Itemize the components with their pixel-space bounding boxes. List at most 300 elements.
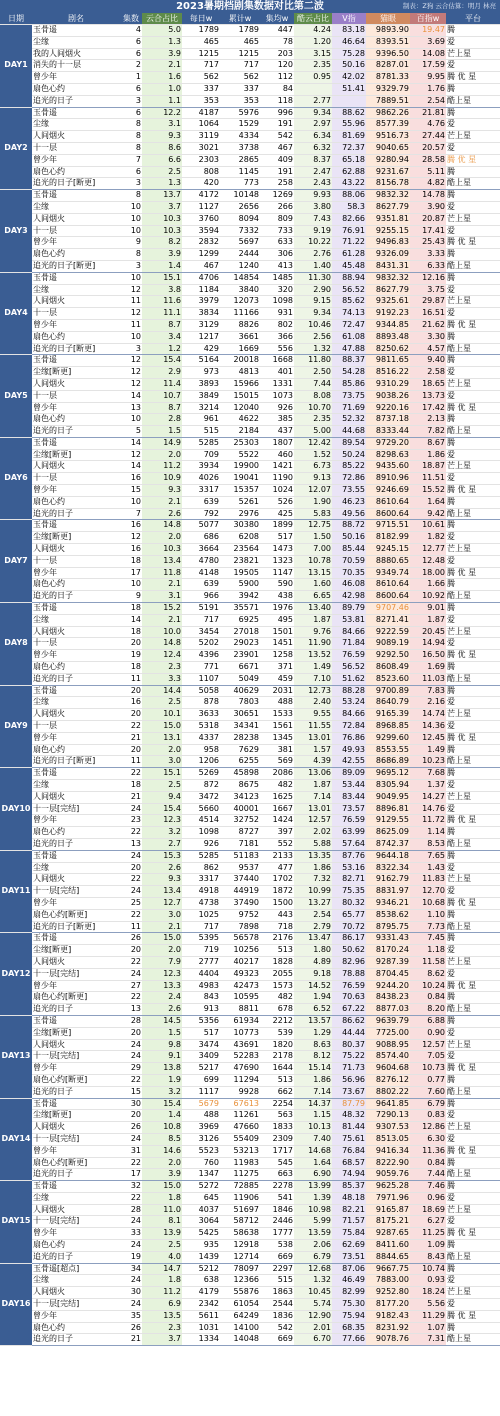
- total-views-cell: 67613: [220, 1098, 260, 1110]
- total-views-cell: 19900: [220, 461, 260, 473]
- platform-cell: 爱: [446, 614, 500, 626]
- yunhe-share-cell: 13.7: [142, 190, 182, 202]
- daily-views-cell: 808: [182, 166, 220, 178]
- v-index-cell: 72.37: [332, 142, 366, 154]
- platform-cell: 爱: [446, 555, 500, 567]
- baidu-index-cell: 1.09: [410, 1240, 446, 1252]
- kuyun-share-cell: 7.43: [294, 213, 332, 225]
- episodes-cell: 7: [120, 508, 142, 520]
- avg-views-cell: 482: [260, 780, 294, 792]
- episodes-cell: 22: [120, 874, 142, 886]
- yunhe-share-cell: 3.9: [142, 48, 182, 60]
- avg-views-cell: 663: [260, 1169, 294, 1181]
- total-views-cell: 40001: [220, 803, 260, 815]
- table-row: [0, 697, 500, 709]
- platform-cell: 酷上星: [446, 838, 500, 850]
- v-index-cell: 71.69: [332, 402, 366, 414]
- platform-cell: 腾: [446, 685, 500, 697]
- avg-views-cell: 2544: [260, 1299, 294, 1311]
- drama-name-cell: 十一层: [32, 390, 120, 402]
- baidu-index-cell: 1.14: [410, 827, 446, 839]
- kuyun-share-cell: 2.90: [294, 284, 332, 296]
- avg-views-cell: 733: [260, 225, 294, 237]
- daily-views-cell: 3409: [182, 1051, 220, 1063]
- kuyun-share-cell: 12.68: [294, 1263, 332, 1275]
- kuyun-share-cell: 4.39: [294, 756, 332, 768]
- v-index-cell: 56.52: [332, 284, 366, 296]
- v-index-cell: 87.79: [332, 1098, 366, 1110]
- maoyan-cell: 8893.48: [366, 331, 410, 343]
- table-row: [0, 319, 500, 331]
- maoyan-cell: 8513.05: [366, 1133, 410, 1145]
- platform-cell: 爱: [446, 308, 500, 320]
- maoyan-cell: 7290.13: [366, 1110, 410, 1122]
- table-row: [0, 1216, 500, 1228]
- kuyun-share-cell: 13.01: [294, 803, 332, 815]
- v-index-cell: 50.16: [332, 60, 366, 72]
- kuyun-share-cell: 8.08: [294, 390, 332, 402]
- table-row: [0, 897, 500, 909]
- yunhe-share-cell: 11.8: [142, 567, 182, 579]
- baidu-index-cell: 27.44: [410, 131, 446, 143]
- total-views-cell: 12073: [220, 296, 260, 308]
- header-yunhe: 云合占比: [142, 13, 182, 25]
- baidu-index-cell: 7.45: [410, 933, 446, 945]
- baidu-index-cell: 4.82: [410, 178, 446, 190]
- day-label: DAY10: [0, 768, 32, 851]
- table-row: [0, 1322, 500, 1334]
- platform-cell: 爱: [446, 968, 500, 980]
- maoyan-cell: 8156.78: [366, 178, 410, 190]
- daily-views-cell: 4396: [182, 650, 220, 662]
- total-views-cell: 30651: [220, 709, 260, 721]
- drama-name-cell: 曾少年: [32, 1063, 120, 1075]
- yunhe-share-cell: 4.0: [142, 1251, 182, 1263]
- total-views-cell: 51183: [220, 850, 260, 862]
- platform-cell: 爱: [446, 449, 500, 461]
- avg-views-cell: 2133: [260, 850, 294, 862]
- v-index-cell: 48.18: [332, 1192, 366, 1204]
- kuyun-share-cell: 2.02: [294, 827, 332, 839]
- v-index-cell: 49.56: [332, 508, 366, 520]
- v-index-cell: 88.06: [332, 190, 366, 202]
- daily-views-cell: 872: [182, 780, 220, 792]
- total-views-cell: 40217: [220, 956, 260, 968]
- baidu-index-cell: 1.86: [410, 449, 446, 461]
- total-views-cell: 2184: [220, 426, 260, 438]
- table-row: [0, 461, 500, 473]
- maoyan-cell: 8625.09: [366, 827, 410, 839]
- episodes-cell: 20: [120, 862, 142, 874]
- v-index-cell: 75.94: [332, 1310, 366, 1322]
- maoyan-cell: 8686.89: [366, 756, 410, 768]
- daily-views-cell: 353: [182, 95, 220, 107]
- kuyun-share-cell: 1.50: [294, 532, 332, 544]
- episodes-cell: 6: [120, 36, 142, 48]
- total-views-cell: 1669: [220, 343, 260, 355]
- baidu-index-cell: 19.47: [410, 25, 446, 37]
- total-views-cell: 30380: [220, 520, 260, 532]
- kuyun-share-cell: 11.90: [294, 638, 332, 650]
- total-views-cell: 11983: [220, 1157, 260, 1169]
- yunhe-share-cell: 15.0: [142, 721, 182, 733]
- table-row: [0, 791, 500, 803]
- baidu-index-cell: 14.36: [410, 721, 446, 733]
- avg-views-cell: 112: [260, 72, 294, 84]
- v-index-cell: 61.08: [332, 331, 366, 343]
- avg-views-cell: 381: [260, 744, 294, 756]
- episodes-cell: 22: [120, 992, 142, 1004]
- table-row: [0, 308, 500, 320]
- table-row: [0, 414, 500, 426]
- maoyan-cell: 8182.99: [366, 532, 410, 544]
- baidu-index-cell: 0.77: [410, 1074, 446, 1086]
- total-views-cell: 44919: [220, 886, 260, 898]
- table-row: [0, 591, 500, 603]
- total-views-cell: 2976: [220, 508, 260, 520]
- table-row: [0, 650, 500, 662]
- episodes-cell: 17: [120, 1169, 142, 1181]
- platform-cell: 腾: [446, 1015, 500, 1027]
- table-row: [0, 1287, 500, 1299]
- drama-name-cell: 人间烟火: [32, 1287, 120, 1299]
- yunhe-share-cell: 3.4: [142, 331, 182, 343]
- daily-views-cell: 686: [182, 532, 220, 544]
- v-index-cell: 71.57: [332, 1216, 366, 1228]
- baidu-index-cell: 0.84: [410, 1157, 446, 1169]
- avg-views-cell: 306: [260, 249, 294, 261]
- episodes-cell: 26: [120, 1322, 142, 1334]
- day-label: DAY14: [0, 1098, 32, 1181]
- drama-name-cell: 曾少年: [32, 485, 120, 497]
- v-index-cell: 72.47: [332, 319, 366, 331]
- platform-cell: 芒上星: [446, 791, 500, 803]
- drama-name-cell: 玉骨遥: [32, 1015, 120, 1027]
- episodes-cell: 26: [120, 1122, 142, 1134]
- platform-cell: 腾: [446, 744, 500, 756]
- table-row: [0, 296, 500, 308]
- maoyan-cell: 7883.00: [366, 1275, 410, 1287]
- kuyun-share-cell: 13.15: [294, 567, 332, 579]
- maoyan-cell: 9346.21: [366, 897, 410, 909]
- day-label: DAY13: [0, 1015, 32, 1098]
- maoyan-cell: 8523.60: [366, 673, 410, 685]
- maoyan-cell: 9307.53: [366, 1122, 410, 1134]
- episodes-cell: 11: [120, 921, 142, 933]
- maoyan-cell: 9192.23: [366, 308, 410, 320]
- baidu-index-cell: 8.43: [410, 1251, 446, 1263]
- kuyun-share-cell: 2.54: [294, 909, 332, 921]
- table-row: [0, 673, 500, 685]
- avg-views-cell: 541: [260, 1192, 294, 1204]
- platform-cell: 腾: [446, 83, 500, 95]
- yunhe-share-cell: 11.2: [142, 461, 182, 473]
- table-row: [0, 744, 500, 756]
- daily-views-cell: 515: [182, 426, 220, 438]
- drama-name-cell: 十一层[完结]: [32, 1299, 120, 1311]
- drama-name-cell: 曾少年: [32, 980, 120, 992]
- avg-views-cell: 409: [260, 154, 294, 166]
- platform-cell: 腾 优 星: [446, 237, 500, 249]
- v-index-cell: 70.59: [332, 555, 366, 567]
- daily-views-cell: 5269: [182, 768, 220, 780]
- yunhe-share-cell: 1.6: [142, 72, 182, 84]
- total-views-cell: 3840: [220, 284, 260, 296]
- episodes-cell: 22: [120, 1157, 142, 1169]
- drama-name-cell: 曾少年: [32, 319, 120, 331]
- avg-views-cell: 542: [260, 131, 294, 143]
- avg-views-cell: 931: [260, 308, 294, 320]
- table-row: [0, 1133, 500, 1145]
- drama-name-cell: 人间烟火: [32, 709, 120, 721]
- yunhe-share-cell: 2.0: [142, 744, 182, 756]
- yunhe-share-cell: 11.1: [142, 308, 182, 320]
- drama-name-cell: 尘缘: [32, 284, 120, 296]
- avg-views-cell: 482: [260, 992, 294, 1004]
- v-index-cell: 84.66: [332, 626, 366, 638]
- table-row: [0, 1192, 500, 1204]
- kuyun-share-cell: 7.32: [294, 874, 332, 886]
- total-views-cell: 1215: [220, 48, 260, 60]
- v-index-cell: 89.79: [332, 603, 366, 615]
- episodes-cell: 22: [120, 909, 142, 921]
- baidu-index-cell: 9.42: [410, 508, 446, 520]
- baidu-index-cell: 11.25: [410, 1228, 446, 1240]
- episodes-cell: 6: [120, 166, 142, 178]
- maoyan-cell: 8305.94: [366, 780, 410, 792]
- platform-cell: 爱: [446, 142, 500, 154]
- header-baidu: 百指w: [410, 13, 446, 25]
- v-index-cell: 75.28: [332, 48, 366, 60]
- daily-views-cell: 465: [182, 36, 220, 48]
- total-views-cell: 45898: [220, 768, 260, 780]
- platform-cell: 爱: [446, 390, 500, 402]
- table-row: [0, 992, 500, 1004]
- baidu-index-cell: 10.74: [410, 1263, 446, 1275]
- episodes-cell: 28: [120, 1015, 142, 1027]
- drama-name-cell: 玉骨遥: [32, 603, 120, 615]
- avg-views-cell: 517: [260, 532, 294, 544]
- total-views-cell: 7332: [220, 225, 260, 237]
- total-views-cell: 49323: [220, 968, 260, 980]
- yunhe-share-cell: 3.9: [142, 249, 182, 261]
- yunhe-share-cell: 11.2: [142, 1287, 182, 1299]
- yunhe-share-cell: 2.0: [142, 449, 182, 461]
- total-views-cell: 7898: [220, 921, 260, 933]
- drama-name-cell: 扇色心约: [32, 83, 120, 95]
- table-row: [0, 874, 500, 886]
- baidu-index-cell: 10.92: [410, 591, 446, 603]
- maoyan-cell: 9287.39: [366, 956, 410, 968]
- baidu-index-cell: 16.50: [410, 650, 446, 662]
- platform-cell: 爱: [446, 862, 500, 874]
- yunhe-share-cell: 14.7: [142, 1263, 182, 1275]
- kuyun-share-cell: 4.24: [294, 25, 332, 37]
- avg-views-cell: 1533: [260, 709, 294, 721]
- table-row: [0, 968, 500, 980]
- baidu-index-cell: 14.76: [410, 803, 446, 815]
- kuyun-share-cell: 1.86: [294, 862, 332, 874]
- kuyun-share-cell: 13.52: [294, 650, 332, 662]
- kuyun-share-cell: 12.42: [294, 437, 332, 449]
- yunhe-share-cell: 1.4: [142, 1110, 182, 1122]
- v-index-cell: 73.51: [332, 1251, 366, 1263]
- daily-views-cell: 1299: [182, 249, 220, 261]
- avg-views-cell: 191: [260, 119, 294, 131]
- drama-name-cell: 扇色心约[断更]: [32, 909, 120, 921]
- v-index-cell: 75.84: [332, 1228, 366, 1240]
- drama-name-cell: 人间烟火: [32, 791, 120, 803]
- episodes-cell: 27: [120, 980, 142, 992]
- baidu-index-cell: 5.11: [410, 166, 446, 178]
- total-views-cell: 15966: [220, 378, 260, 390]
- v-index-cell: 54.28: [332, 367, 366, 379]
- platform-cell: 腾 优 星: [446, 567, 500, 579]
- daily-views-cell: 420: [182, 178, 220, 190]
- baidu-index-cell: 1.87: [410, 614, 446, 626]
- platform-cell: 腾: [446, 662, 500, 674]
- v-index-cell: 83.18: [332, 25, 366, 37]
- total-views-cell: 9752: [220, 909, 260, 921]
- maoyan-cell: 9695.12: [366, 768, 410, 780]
- total-views-cell: 14048: [220, 1334, 260, 1346]
- v-index-cell: 53.16: [332, 862, 366, 874]
- total-views-cell: 6255: [220, 756, 260, 768]
- episodes-cell: 6: [120, 48, 142, 60]
- maoyan-cell: 9325.61: [366, 296, 410, 308]
- drama-name-cell: 扇色心约: [32, 662, 120, 674]
- baidu-index-cell: 14.94: [410, 638, 446, 650]
- maoyan-cell: 7889.51: [366, 95, 410, 107]
- platform-cell: 腾: [446, 768, 500, 780]
- daily-views-cell: 5318: [182, 721, 220, 733]
- daily-views-cell: 1107: [182, 673, 220, 685]
- maoyan-cell: 9088.95: [366, 1039, 410, 1051]
- day-label: DAY7: [0, 520, 32, 603]
- daily-views-cell: 4983: [182, 980, 220, 992]
- daily-views-cell: 4037: [182, 1204, 220, 1216]
- kuyun-share-cell: 7.44: [294, 378, 332, 390]
- kuyun-share-cell: 1.49: [294, 662, 332, 674]
- total-views-cell: 19041: [220, 473, 260, 485]
- baidu-index-cell: 25.43: [410, 237, 446, 249]
- kuyun-share-cell: 2.35: [294, 414, 332, 426]
- table-row: [0, 473, 500, 485]
- daily-views-cell: 3021: [182, 142, 220, 154]
- kuyun-share-cell: 12.73: [294, 685, 332, 697]
- yunhe-share-cell: 15.4: [142, 355, 182, 367]
- daily-views-cell: 973: [182, 367, 220, 379]
- v-index-cell: 85.44: [332, 544, 366, 556]
- yunhe-share-cell: 2.5: [142, 166, 182, 178]
- table-row: [0, 201, 500, 213]
- avg-views-cell: 926: [260, 402, 294, 414]
- table-row: [0, 213, 500, 225]
- maoyan-cell: 9644.18: [366, 850, 410, 862]
- day-label: DAY12: [0, 933, 32, 1016]
- yunhe-share-cell: 8.5: [142, 1133, 182, 1145]
- daily-views-cell: 1098: [182, 827, 220, 839]
- yunhe-share-cell: 14.4: [142, 685, 182, 697]
- drama-name-cell: 曾少年: [32, 1228, 120, 1240]
- avg-views-cell: 1331: [260, 378, 294, 390]
- maoyan-cell: 9287.65: [366, 1228, 410, 1240]
- yunhe-share-cell: 1.4: [142, 260, 182, 272]
- baidu-index-cell: 7.46: [410, 1181, 446, 1193]
- platform-cell: 腾: [446, 520, 500, 532]
- drama-name-cell: 尘缘: [32, 780, 120, 792]
- v-index-cell: 74.13: [332, 308, 366, 320]
- drama-name-cell: 玉骨遥: [32, 685, 120, 697]
- maoyan-cell: 9326.09: [366, 249, 410, 261]
- maoyan-cell: 9435.60: [366, 461, 410, 473]
- kuyun-share-cell: 5.99: [294, 1216, 332, 1228]
- baidu-index-cell: 7.68: [410, 768, 446, 780]
- daily-views-cell: 3317: [182, 485, 220, 497]
- daily-views-cell: 5679: [182, 1098, 220, 1110]
- avg-views-cell: 538: [260, 1240, 294, 1252]
- total-views-cell: 9928: [220, 1086, 260, 1098]
- drama-name-cell: 十一层[完结]: [32, 1216, 120, 1228]
- platform-cell: 爱: [446, 225, 500, 237]
- platform-cell: 腾 优 星: [446, 1145, 500, 1157]
- baidu-index-cell: 2.54: [410, 95, 446, 107]
- table-row: [0, 520, 500, 532]
- maoyan-cell: 7725.00: [366, 1027, 410, 1039]
- daily-views-cell: 5191: [182, 603, 220, 615]
- drama-name-cell: 曾少年: [32, 650, 120, 662]
- v-index-cell: 82.96: [332, 956, 366, 968]
- total-views-cell: 28238: [220, 732, 260, 744]
- baidu-index-cell: 15.52: [410, 485, 446, 497]
- avg-views-cell: 2086: [260, 768, 294, 780]
- daily-views-cell: 5212: [182, 1263, 220, 1275]
- kuyun-share-cell: 2.43: [294, 178, 332, 190]
- v-index-cell: 85.37: [332, 1181, 366, 1193]
- platform-cell: 腾 优 星: [446, 732, 500, 744]
- table-row: [0, 1027, 500, 1039]
- episodes-cell: 18: [120, 780, 142, 792]
- platform-cell: 腾: [446, 249, 500, 261]
- yunhe-share-cell: 11.6: [142, 296, 182, 308]
- yunhe-share-cell: 10.0: [142, 626, 182, 638]
- maoyan-cell: 8574.40: [366, 1051, 410, 1063]
- avg-views-cell: 2212: [260, 1015, 294, 1027]
- daily-views-cell: 709: [182, 449, 220, 461]
- episodes-cell: 15: [120, 1086, 142, 1098]
- platform-cell: 腾: [446, 107, 500, 119]
- episodes-cell: 3: [120, 260, 142, 272]
- v-index-cell: 78.88: [332, 968, 366, 980]
- v-index-cell: 42.55: [332, 756, 366, 768]
- daily-views-cell: 3474: [182, 1039, 220, 1051]
- baidu-index-cell: 12.16: [410, 272, 446, 284]
- table-row: [0, 756, 500, 768]
- platform-cell: 爱: [446, 1299, 500, 1311]
- yunhe-share-cell: 1.5: [142, 426, 182, 438]
- maoyan-cell: 9231.67: [366, 166, 410, 178]
- kuyun-share-cell: 1.15: [294, 1110, 332, 1122]
- drama-name-cell: 扇色心约[断更]: [32, 1074, 120, 1086]
- platform-cell: 酷上星: [446, 591, 500, 603]
- kuyun-share-cell: 1.80: [294, 945, 332, 957]
- v-index-cell: 48.32: [332, 1110, 366, 1122]
- drama-name-cell: 曾少年: [32, 1310, 120, 1322]
- drama-name-cell: 尘缘[断更]: [32, 532, 120, 544]
- table-row: [0, 496, 500, 508]
- episodes-cell: 11: [120, 673, 142, 685]
- kuyun-share-cell: 2.50: [294, 367, 332, 379]
